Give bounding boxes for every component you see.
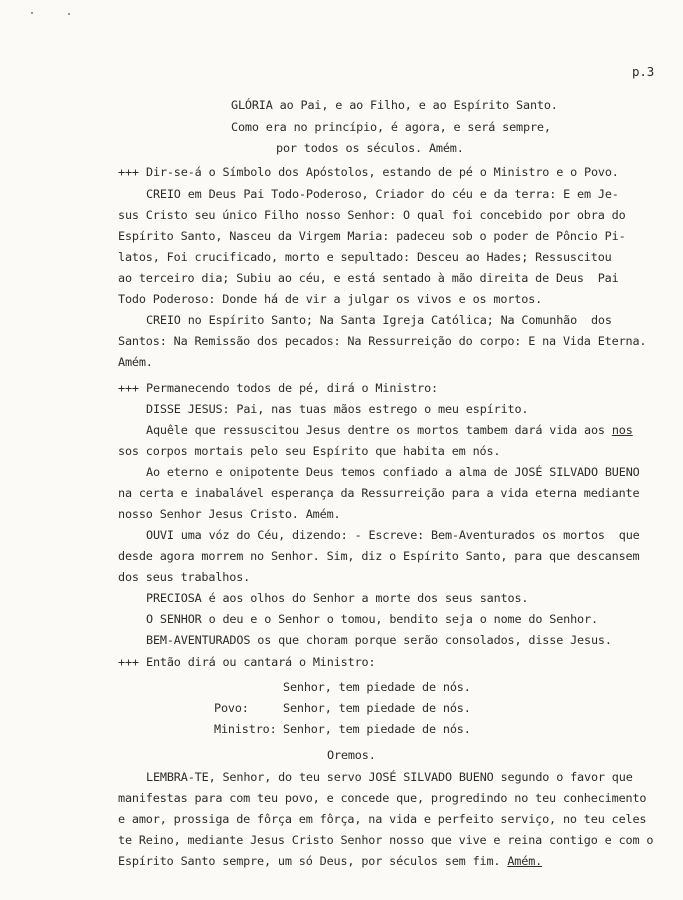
creed-line: sus Cristo seu único Filho nosso Senhor: O qual foi concebido por obra do bbox=[118, 208, 626, 222]
rubric-creed: Dir-se-á o Símbolo dos Apóstolos, estando de pé o Ministro e o Povo. bbox=[146, 165, 619, 179]
creed-line: ao terceiro dia; Subiu ao céu, e está sentado à mão direita de Deus Pai bbox=[118, 271, 619, 285]
creed-line: CREIO em Deus Pai Todo-Poderoso, Criador do céu e da terra: E em Je- bbox=[146, 187, 619, 201]
lembra-line: LEMBRA-TE, Senhor, do teu servo JOSÉ SILVADO BUENO segundo o favor que bbox=[146, 770, 633, 784]
kyrie-speaker: Povo: bbox=[214, 701, 249, 715]
rubric-standing: Permanecendo todos de pé, dirá o Ministro: bbox=[146, 381, 438, 395]
ouvi-line: OUVI uma vóz do Céu, dizendo: - Escreve: Bem-Aventurados os mortos que bbox=[146, 528, 640, 542]
lembra-line: te Reino, mediante Jesus Cristo Senhor nosso que vive e reina contigo e com o bbox=[118, 833, 654, 847]
creed-line: latos, Foi crucificado, morto e sepultado: Desceu ao Hades; Ressuscitou bbox=[118, 250, 612, 264]
aquele-line-2: sos corpos mortais pelo seu Espírito que habita em nós. bbox=[118, 444, 501, 458]
ao-eterno-line: Ao eterno e onipotente Deus temos confiado a alma de JOSÉ SILVADO BUENO bbox=[146, 465, 640, 479]
preciosa-line: PRECIOSA é aos olhos do Senhor a morte dos seus santos. bbox=[146, 591, 529, 605]
creed-line: Todo Poderoso: Donde há de vir a julgar os vivos e os mortos. bbox=[118, 292, 543, 306]
o-senhor-line: O SENHOR o deu e o Senhor o tomou, bendito seja o nome do Senhor. bbox=[146, 612, 598, 626]
bem-aventurados-line: BEM-AVENTURADOS os que choram porque serão consolados, disse Jesus. bbox=[146, 633, 612, 647]
disse-jesus-line: DISSE JESUS: Pai, nas tuas mãos estrego o meu espírito. bbox=[146, 402, 529, 416]
oremos-heading: Oremos. bbox=[327, 748, 376, 762]
kyrie-text: Senhor, tem piedade de nós. bbox=[283, 722, 471, 736]
kyrie-speaker: Ministro: bbox=[214, 722, 277, 736]
aquele-line-1 bbox=[146, 423, 633, 437]
creed-line: Espírito Santo, Nasceu da Virgem Maria: padeceu sob o poder de Pôncio Pi- bbox=[118, 229, 626, 243]
lembra-line: e amor, prossiga de fôrça em fôrça, na vida e perfeito serviço, no teu celes bbox=[118, 812, 647, 826]
gloria-line-3: por todos os séculos. Amém. bbox=[276, 141, 464, 155]
amen-underlined: Amém. bbox=[507, 854, 543, 868]
creed-line: Santos: Na Remissão dos pecados: Na Ressurreição do corpo: E na Vida Eterna. bbox=[118, 334, 647, 348]
creed-line: CREIO no Espírito Santo; Na Santa Igreja Católica; Na Comunhão dos bbox=[146, 313, 612, 327]
page-number: p.3 bbox=[632, 64, 655, 79]
kyrie-text: Senhor, tem piedade de nós. bbox=[283, 701, 471, 715]
rubric-marker: +++ bbox=[118, 655, 139, 669]
ouvi-line: dos seus trabalhos. bbox=[118, 570, 251, 584]
ao-eterno-line: na certa e inabalável esperança da Ressurreição para a vida eterna mediante bbox=[118, 486, 640, 500]
gloria-line-1: GLÓRIA ao Pai, e ao Filho, e ao Espírito Santo. bbox=[231, 98, 558, 112]
ao-eterno-line: nosso Senhor Jesus Cristo. Amém. bbox=[118, 507, 341, 521]
rubric-marker: +++ bbox=[118, 165, 139, 179]
paper-speck bbox=[31, 12, 33, 14]
paper-speck bbox=[68, 13, 70, 15]
rubric-marker: +++ bbox=[118, 381, 139, 395]
aquele-underlined: nos bbox=[611, 423, 633, 437]
creed-line: Amém. bbox=[118, 355, 153, 369]
rubric-kyrie: Então dirá ou cantará o Ministro: bbox=[146, 655, 376, 669]
lembra-last-text: Espírito Santo sempre, um só Deus, por séculos sem fim. bbox=[118, 854, 508, 868]
gloria-line-2: Como era no princípio, é agora, e será sempre, bbox=[231, 120, 551, 134]
kyrie-text: Senhor, tem piedade de nós. bbox=[283, 680, 471, 694]
lembra-line: manifestas para com teu povo, e concede que, progredindo no teu conhecimento bbox=[118, 791, 647, 805]
ouvi-line: desde agora morrem no Senhor. Sim, diz o Espírito Santo, para que descansem bbox=[118, 549, 640, 563]
lembra-last-line bbox=[118, 854, 542, 868]
aquele-text: Aquêle que ressuscitou Jesus dentre os mortos tambem dará vida aos bbox=[146, 423, 612, 437]
